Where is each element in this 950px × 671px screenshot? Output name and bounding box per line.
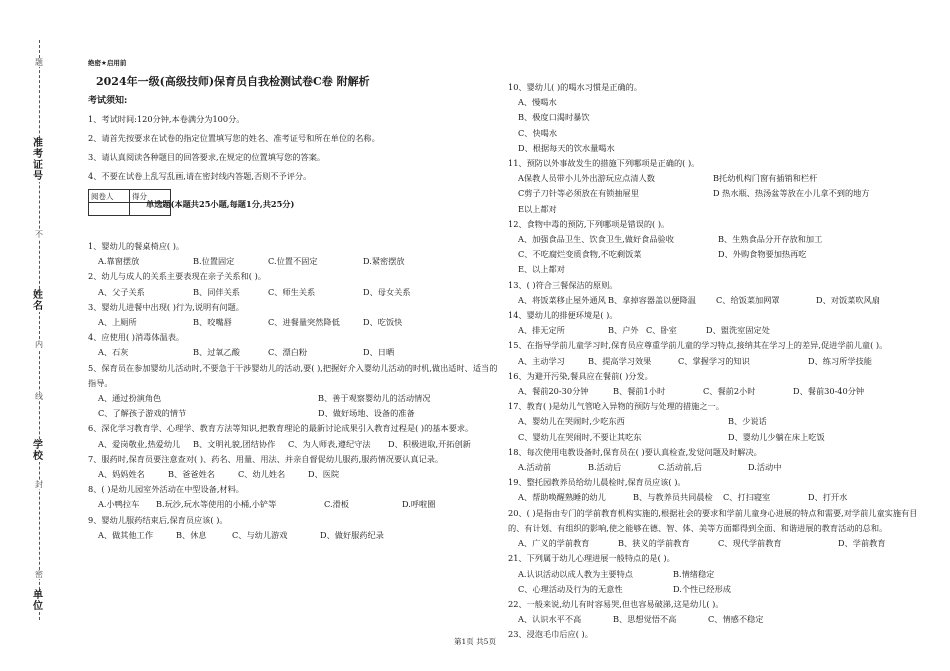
answer-option: C、心理活动及行为的无意性 (518, 583, 623, 594)
option-row (518, 460, 928, 475)
answer-option: B、与教养员共同晨检 (633, 492, 713, 503)
answer-option: D.活动中 (748, 462, 782, 473)
answer-option: D、母女关系 (363, 286, 411, 297)
answer-option: C、为人师表,遵纪守法 (288, 438, 371, 449)
answer-option: B、狭义的学前教育 (618, 538, 690, 549)
question: 7、服药时,保育员要注意查对( )、药名、用量、用法、并亲自督促幼儿服药,服药情况要认真记录。 (88, 453, 444, 464)
seal-mark: 不 (32, 230, 46, 239)
answer-option: B、咬嘴唇 (193, 317, 232, 328)
unit-label: 单位 (30, 590, 46, 612)
option-row (518, 232, 928, 247)
answer-option: A.小鸭拉车 (98, 499, 140, 510)
question: 2、幼儿与成人的关系主要表现在亲子关系和( )。 (88, 271, 266, 282)
answer-option: B、极度口渴时暴饮 (518, 112, 590, 123)
answer-option: D、医院 (308, 469, 340, 480)
option-row (518, 430, 928, 445)
answer-option: D、打开水 (808, 492, 848, 503)
section-header (88, 189, 500, 219)
left-column (88, 0, 500, 543)
answer-option: A、排无定所 (518, 325, 565, 336)
answer-option: A、石灰 (98, 347, 129, 358)
option-row (518, 384, 928, 399)
answer-option: C、现代学前教育 (718, 538, 782, 549)
option-row (518, 567, 928, 582)
option-row (518, 293, 928, 308)
option-row (518, 126, 928, 141)
question: 15、在指导学前儿童学习时,保育员应尊重学前儿童的学习特点,接纳其在学习上的差异,促进学前儿童( )。 (508, 340, 888, 351)
answer-option: A、妈妈姓名 (98, 469, 145, 480)
answer-option: A、爱岗敬业,热爱幼儿 (98, 438, 181, 449)
answer-option: D、外购食物要加热再吃 (718, 249, 807, 260)
answer-option: C、师生关系 (268, 286, 316, 297)
answer-option: E、以上都对 (518, 264, 565, 275)
seal-mark: 密 (32, 570, 46, 579)
question: 16、为避开污染,餐具应在餐前( )分发。 (508, 370, 653, 381)
option-row (98, 497, 500, 512)
option-row (98, 315, 500, 330)
answer-option: D、日晒 (363, 347, 395, 358)
answer-option: C、卧室 (646, 325, 677, 336)
answer-option: A、父子关系 (98, 286, 145, 297)
question: 5、保育员在参加婴幼儿活动时,不要急于干涉婴幼儿的活动,要( ),把握好介入婴幼儿活动的时机,做出适时、适当的指导。 (88, 362, 498, 388)
answer-option: A、通过扮演角色 (98, 393, 162, 404)
question: 6、深化学习教育学、心理学、教育方法等知识,把教育理论的最新讨论成果引入教育过程是( )的基本要求。 (88, 423, 474, 434)
option-row (518, 262, 928, 277)
question-list-left (88, 239, 500, 543)
answer-option: C、婴幼儿在哭闹时,不要让其吃东 (518, 431, 642, 442)
answer-option: D.紧密摆放 (363, 256, 405, 267)
answer-option: D、吃饭快 (363, 317, 403, 328)
answer-option: C.位置不固定 (268, 256, 318, 267)
option-row (518, 141, 928, 156)
answer-option: C.活动前,后 (658, 462, 702, 473)
answer-option: B、思想觉悟不高 (613, 614, 677, 625)
question: 17、教育( )是幼儿气管呛入异物的预防与处理的措施之一。 (508, 401, 724, 412)
section-title: 单选题(本题共25小题,每题1分,共25分) (146, 199, 295, 209)
school-label: 学校 (30, 440, 46, 462)
option-row (98, 254, 500, 269)
option-row (518, 490, 928, 505)
question: 19、整托园教养员给幼儿晨检时,保育员应该( )。 (508, 477, 686, 488)
answer-option: C、不吃腐烂变质食物,不吃剩饭菜 (518, 249, 642, 260)
answer-option: E以上都对 (518, 203, 557, 214)
grader-cell: 阅卷人 (89, 190, 130, 203)
option-row (98, 285, 500, 300)
seal-mark: 题 (32, 58, 46, 67)
answer-option: B.位置固定 (193, 256, 235, 267)
answer-option: A、做其他工作 (98, 529, 154, 540)
answer-option: D、对饭菜吹风扇 (816, 294, 880, 305)
answer-option: D、积极进取,开拓创新 (388, 438, 471, 449)
answer-option: A、婴幼儿在哭闹时,少吃东西 (518, 416, 625, 427)
answer-option: C、餐前2小时 (703, 386, 756, 397)
option-row (518, 414, 928, 429)
answer-option: A、慢喝水 (518, 97, 557, 108)
seal-line (39, 40, 40, 620)
seal-mark: 封 (32, 480, 46, 489)
answer-option: B、善于观察婴幼儿的活动情况 (318, 393, 431, 404)
question: 21、下列属于幼儿心理进展一般特点的是( )。 (508, 553, 675, 564)
answer-option: D、学前教育 (838, 538, 886, 549)
option-row (518, 323, 928, 338)
answer-option: B、提高学习效果 (588, 355, 652, 366)
question: 23、浸泡毛巾后应( )。 (508, 629, 593, 640)
answer-option: A、认识水平不高 (518, 614, 582, 625)
answer-option: B、生熟食品分开存放和加工 (718, 234, 823, 245)
seal-mark: 内 (32, 340, 46, 349)
answer-option: B、文明礼貌,团结协作 (193, 438, 276, 449)
question: 10、婴幼儿( )的喝水习惯是正确的。 (508, 82, 643, 92)
page-title: 2024年一级(高级技师)保育员自我检测试卷C卷 附解析 (96, 75, 370, 88)
notice-item: 4、不要在试卷上乱写乱画,请在密封线内答题,否则不予评分。 (88, 171, 312, 181)
answer-option: B、休息 (176, 529, 207, 540)
answer-option: C、掌握学习的知识 (678, 355, 750, 366)
answer-option: B、户外 (608, 325, 639, 336)
answer-option: C、打扫寝室 (723, 492, 771, 503)
answer-option: A保教人员带小儿外出游玩应点清人数 (518, 173, 655, 184)
answer-option: D、练习所学技能 (808, 355, 872, 366)
question: 9、婴幼儿服药结束后,保育员应该( )。 (88, 514, 228, 525)
answer-option: C、进餐量突然降低 (268, 317, 340, 328)
question: 20、( )是指由专门的学前教育机构实施的,根据社会的要求和学前儿童身心进展的特点和需要,对学前儿童实施有目的、有计划、有组织的影响,使之能够在德、智、体、美等方面都得到全面、和谐进展的教育活动的总和。 (508, 507, 918, 533)
notice-heading: 考试须知: (88, 96, 128, 106)
question: 14、婴幼儿的排便环境是( )。 (508, 310, 618, 321)
option-row (518, 186, 928, 201)
answer-option: B、同伴关系 (193, 286, 240, 297)
answer-option: C、情感不稳定 (708, 614, 764, 625)
notice-item: 3、请认真阅读各种题目的回答要求,在规定的位置填写您的答案。 (88, 152, 326, 162)
answer-option: A.活动前 (518, 462, 552, 473)
notice-list (88, 113, 500, 183)
answer-option: D、餐前30-40分钟 (793, 386, 865, 397)
question: 8、( )是幼儿园室外活动在中型设备,材料。 (88, 484, 244, 495)
option-row (518, 110, 928, 125)
option-row (98, 406, 500, 421)
binding-margin (22, 40, 58, 620)
answer-option: C、了解孩子游戏的情节 (98, 408, 187, 419)
option-row (98, 467, 500, 482)
answer-option: A、餐前20-30分钟 (518, 386, 589, 397)
answer-option: D、做好场地、设备的准备 (318, 408, 415, 419)
question: 12、食物中毒的预防,下列哪项是错误的( )。 (508, 218, 670, 229)
answer-option: D 热水瓶、热汤盆等放在小儿拿不到的地方 (713, 188, 870, 199)
answer-option: D、婴幼儿少躺在床上吃饭 (728, 431, 825, 442)
answer-option: D、根据每天的饮水量喝水 (518, 142, 615, 153)
answer-option: B、餐前1小时 (613, 386, 666, 397)
answer-option: A、广义的学前教育 (518, 538, 590, 549)
option-row (518, 247, 928, 262)
option-row (518, 202, 928, 217)
grader-blank (89, 203, 130, 216)
question: 3、婴幼儿进餐中出现( )行为,说明有问题。 (88, 301, 244, 312)
option-row (518, 536, 928, 551)
question-list-right (508, 80, 928, 643)
score-cell: 得分 (130, 190, 171, 203)
question: 22、一般来说,幼儿有时容易哭,但也容易破涕,这是幼儿( )。 (508, 598, 724, 609)
page-footer: 第1页 共5页 (454, 637, 496, 646)
answer-option: B、爸爸姓名 (168, 469, 215, 480)
question: 11、预防以外事故发生的措施下列哪项是正确的( )。 (508, 158, 700, 169)
answer-option: B托幼机构门窗有插销和栏杆 (713, 173, 818, 184)
secret-mark: 绝密★启用前 (88, 59, 127, 67)
answer-option: D.呼啦圈 (402, 499, 436, 510)
answer-option: C、与幼儿游戏 (232, 529, 288, 540)
answer-option: A、帮助唤醒熟睡的幼儿 (518, 492, 606, 503)
option-row (98, 391, 500, 406)
answer-option: C剪子刀针等必须放在有锁抽屉里 (518, 188, 639, 199)
notice-item: 2、请首先按要求在试卷的指定位置填写您的姓名、准考证号和所在单位的名称。 (88, 133, 380, 143)
exam-no-label: 准考证号 (30, 138, 46, 182)
name-label: 姓名 (30, 290, 46, 312)
option-row (98, 437, 500, 452)
option-row (98, 345, 500, 360)
answer-option: C、给饭菜加网罩 (716, 294, 780, 305)
option-row (518, 95, 928, 110)
question: 13、( )符合三餐保洁的原则。 (508, 279, 618, 290)
option-row (518, 171, 928, 186)
answer-option: C、快喝水 (518, 127, 558, 138)
answer-option: D、盥洗室固定处 (706, 325, 770, 336)
answer-option: A、主动学习 (518, 355, 565, 366)
answer-option: A、将饭菜移止屋外通风 (518, 294, 606, 305)
answer-option: C.滑板 (324, 499, 349, 510)
notice-item: 1、考试时间:120分钟,本卷满分为100分。 (88, 114, 245, 124)
answer-option: B、拿掉容器盖以便降温 (608, 294, 696, 305)
answer-option: A.靠窗摆放 (98, 256, 140, 267)
question: 1、婴幼儿的餐桌椅应( )。 (88, 241, 185, 251)
answer-option: D.个性已经形成 (673, 583, 731, 594)
option-row (518, 582, 928, 597)
answer-option: C、漂白粉 (268, 347, 308, 358)
seal-mark: 线 (32, 392, 46, 401)
answer-option: B.情绪稳定 (673, 568, 715, 579)
answer-option: B.玩沙,玩水等使用的小桶,小铲等 (156, 499, 277, 510)
answer-option: D、做好服药纪录 (320, 529, 384, 540)
question: 18、每次使用电教设备时,保育员在( )要认真检查,发觉问题及时解决。 (508, 446, 762, 457)
answer-option: B、过氧乙酸 (193, 347, 240, 358)
option-row (518, 354, 928, 369)
answer-option: A、加强食品卫生、饮食卫生,做好食品验收 (518, 234, 674, 245)
option-row (98, 528, 500, 543)
answer-option: B、少说话 (728, 416, 767, 427)
answer-option: A.认识活动以成人教为主要特点 (518, 568, 633, 579)
answer-option: C、幼儿姓名 (238, 469, 286, 480)
option-row (518, 612, 928, 627)
question: 4、应使用( )消毒体温表。 (88, 332, 185, 343)
right-column (508, 80, 928, 643)
answer-option: B.活动后 (588, 462, 622, 473)
answer-option: A、上厕所 (98, 317, 137, 328)
